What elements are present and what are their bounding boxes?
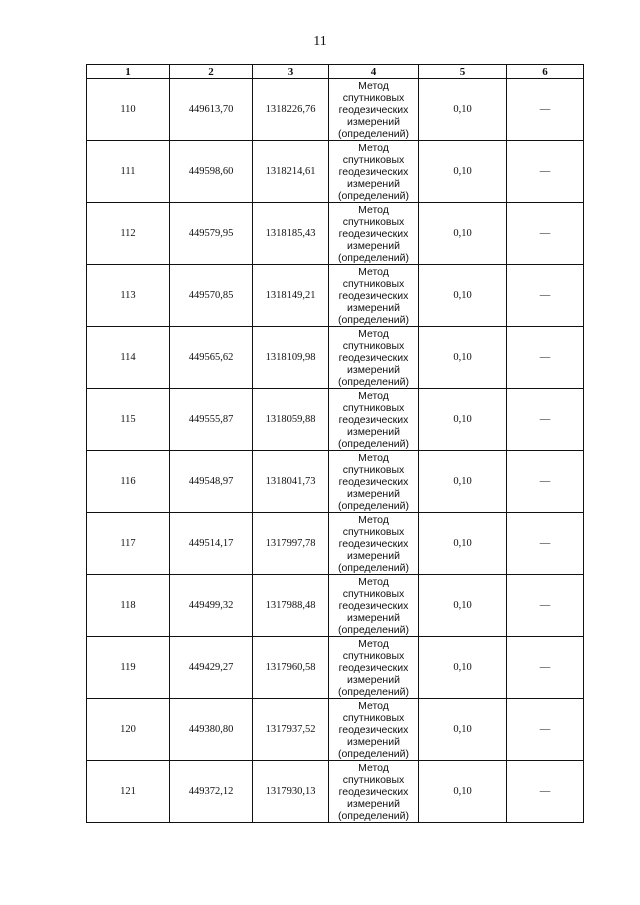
method-line: Метод <box>358 265 389 278</box>
method-line: Метод <box>358 141 389 154</box>
method-line: геодезических <box>338 351 409 364</box>
method-line: спутниковых <box>342 339 405 352</box>
point-number-cell: 120 <box>87 699 170 761</box>
point-number-cell: 119 <box>87 637 170 699</box>
method-cell <box>329 203 419 265</box>
y-coordinate-cell: 1317960,58 <box>253 637 329 699</box>
method-line: Метод <box>358 761 389 774</box>
accuracy-cell: 0,10 <box>419 575 507 637</box>
column-header-4: 4 <box>329 65 419 79</box>
x-coordinate-cell: 449548,97 <box>170 451 253 513</box>
accuracy-cell: 0,10 <box>419 79 507 141</box>
point-number-cell: 118 <box>87 575 170 637</box>
table-row <box>87 141 584 203</box>
table-row <box>87 327 584 389</box>
method-line: спутниковых <box>342 91 405 104</box>
accuracy-cell: 0,10 <box>419 389 507 451</box>
x-coordinate-cell: 449380,80 <box>170 699 253 761</box>
column-header-3: 3 <box>253 65 329 79</box>
method-line: (определений) <box>337 127 410 140</box>
accuracy-cell: 0,10 <box>419 637 507 699</box>
method-line: (определений) <box>337 375 410 388</box>
method-line: геодезических <box>338 661 409 674</box>
method-line: Метод <box>358 637 389 650</box>
method-line: геодезических <box>338 103 409 116</box>
method-line: (определений) <box>337 561 410 574</box>
table-header-row <box>87 65 584 79</box>
method-line: (определений) <box>337 809 410 822</box>
x-coordinate-cell: 449372,12 <box>170 761 253 823</box>
method-line: геодезических <box>338 723 409 736</box>
x-coordinate-cell: 449555,87 <box>170 389 253 451</box>
method-cell <box>329 79 419 141</box>
method-cell <box>329 575 419 637</box>
method-line: Метод <box>358 699 389 712</box>
point-number-cell: 114 <box>87 327 170 389</box>
method-line: спутниковых <box>342 711 405 724</box>
table-body <box>87 79 584 823</box>
method-line: (определений) <box>337 623 410 636</box>
x-coordinate-cell: 449579,95 <box>170 203 253 265</box>
method-cell <box>329 761 419 823</box>
method-line: Метод <box>358 451 389 464</box>
method-line: (определений) <box>337 189 410 202</box>
method-line: измерений <box>347 239 400 252</box>
x-coordinate-cell: 449565,62 <box>170 327 253 389</box>
method-cell <box>329 389 419 451</box>
method-line: измерений <box>347 301 400 314</box>
method-line: спутниковых <box>342 215 405 228</box>
method-line: геодезических <box>338 165 409 178</box>
method-line: измерений <box>347 425 400 438</box>
y-coordinate-cell: 1318109,98 <box>253 327 329 389</box>
table-row <box>87 699 584 761</box>
x-coordinate-cell: 449514,17 <box>170 513 253 575</box>
method-cell <box>329 265 419 327</box>
point-number-cell: 113 <box>87 265 170 327</box>
note-cell: — <box>507 327 584 389</box>
accuracy-cell: 0,10 <box>419 203 507 265</box>
method-line: (определений) <box>337 499 410 512</box>
note-cell: — <box>507 141 584 203</box>
method-line: измерений <box>347 549 400 562</box>
note-cell: — <box>507 451 584 513</box>
method-line: измерений <box>347 611 400 624</box>
note-cell: — <box>507 513 584 575</box>
accuracy-cell: 0,10 <box>419 265 507 327</box>
y-coordinate-cell: 1318185,43 <box>253 203 329 265</box>
method-line: (определений) <box>337 437 410 450</box>
method-cell <box>329 513 419 575</box>
table-row <box>87 203 584 265</box>
y-coordinate-cell: 1317997,78 <box>253 513 329 575</box>
x-coordinate-cell: 449613,70 <box>170 79 253 141</box>
method-line: измерений <box>347 673 400 686</box>
note-cell: — <box>507 265 584 327</box>
method-cell <box>329 699 419 761</box>
note-cell: — <box>507 575 584 637</box>
method-line: геодезических <box>338 475 409 488</box>
method-line: спутниковых <box>342 277 405 290</box>
note-cell: — <box>507 761 584 823</box>
method-line: геодезических <box>338 413 409 426</box>
note-cell: — <box>507 389 584 451</box>
y-coordinate-cell: 1317988,48 <box>253 575 329 637</box>
method-line: измерений <box>347 177 400 190</box>
method-line: (определений) <box>337 313 410 326</box>
note-cell: — <box>507 79 584 141</box>
method-line: Метод <box>358 389 389 402</box>
point-number-cell: 115 <box>87 389 170 451</box>
note-cell: — <box>507 699 584 761</box>
method-line: спутниковых <box>342 525 405 538</box>
point-number-cell: 117 <box>87 513 170 575</box>
point-number-cell: 110 <box>87 79 170 141</box>
y-coordinate-cell: 1317930,13 <box>253 761 329 823</box>
point-number-cell: 116 <box>87 451 170 513</box>
method-line: Метод <box>358 79 389 92</box>
method-line: (определений) <box>337 685 410 698</box>
method-line: (определений) <box>337 747 410 760</box>
point-number-cell: 111 <box>87 141 170 203</box>
accuracy-cell: 0,10 <box>419 761 507 823</box>
method-line: геодезических <box>338 537 409 550</box>
method-cell <box>329 327 419 389</box>
y-coordinate-cell: 1318041,73 <box>253 451 329 513</box>
accuracy-cell: 0,10 <box>419 451 507 513</box>
accuracy-cell: 0,10 <box>419 141 507 203</box>
table-row <box>87 265 584 327</box>
note-cell: — <box>507 637 584 699</box>
method-line: геодезических <box>338 227 409 240</box>
table-row <box>87 761 584 823</box>
method-cell <box>329 637 419 699</box>
method-line: измерений <box>347 735 400 748</box>
method-line: спутниковых <box>342 153 405 166</box>
x-coordinate-cell: 449598,60 <box>170 141 253 203</box>
table-row <box>87 513 584 575</box>
table-row <box>87 389 584 451</box>
column-header-1: 1 <box>87 65 170 79</box>
method-line: геодезических <box>338 599 409 612</box>
method-line: спутниковых <box>342 649 405 662</box>
table-row <box>87 575 584 637</box>
y-coordinate-cell: 1317937,52 <box>253 699 329 761</box>
method-line: (определений) <box>337 251 410 264</box>
x-coordinate-cell: 449429,27 <box>170 637 253 699</box>
coordinates-table <box>86 64 584 823</box>
method-cell <box>329 141 419 203</box>
note-cell: — <box>507 203 584 265</box>
method-line: Метод <box>358 203 389 216</box>
column-header-2: 2 <box>170 65 253 79</box>
accuracy-cell: 0,10 <box>419 699 507 761</box>
accuracy-cell: 0,10 <box>419 327 507 389</box>
y-coordinate-cell: 1318226,76 <box>253 79 329 141</box>
method-line: спутниковых <box>342 587 405 600</box>
method-line: геодезических <box>338 785 409 798</box>
method-line: геодезических <box>338 289 409 302</box>
method-line: измерений <box>347 487 400 500</box>
y-coordinate-cell: 1318059,88 <box>253 389 329 451</box>
method-line: спутниковых <box>342 773 405 786</box>
method-line: Метод <box>358 575 389 588</box>
method-cell <box>329 451 419 513</box>
y-coordinate-cell: 1318214,61 <box>253 141 329 203</box>
method-line: спутниковых <box>342 401 405 414</box>
x-coordinate-cell: 449570,85 <box>170 265 253 327</box>
method-line: Метод <box>358 513 389 526</box>
method-line: измерений <box>347 363 400 376</box>
column-header-6: 6 <box>507 65 584 79</box>
x-coordinate-cell: 449499,32 <box>170 575 253 637</box>
accuracy-cell: 0,10 <box>419 513 507 575</box>
point-number-cell: 112 <box>87 203 170 265</box>
method-line: спутниковых <box>342 463 405 476</box>
point-number-cell: 121 <box>87 761 170 823</box>
method-line: Метод <box>358 327 389 340</box>
table-row <box>87 451 584 513</box>
table-row <box>87 79 584 141</box>
column-header-5: 5 <box>419 65 507 79</box>
method-line: измерений <box>347 115 400 128</box>
page-number: 11 <box>313 34 327 49</box>
table-row <box>87 637 584 699</box>
y-coordinate-cell: 1318149,21 <box>253 265 329 327</box>
method-line: измерений <box>347 797 400 810</box>
